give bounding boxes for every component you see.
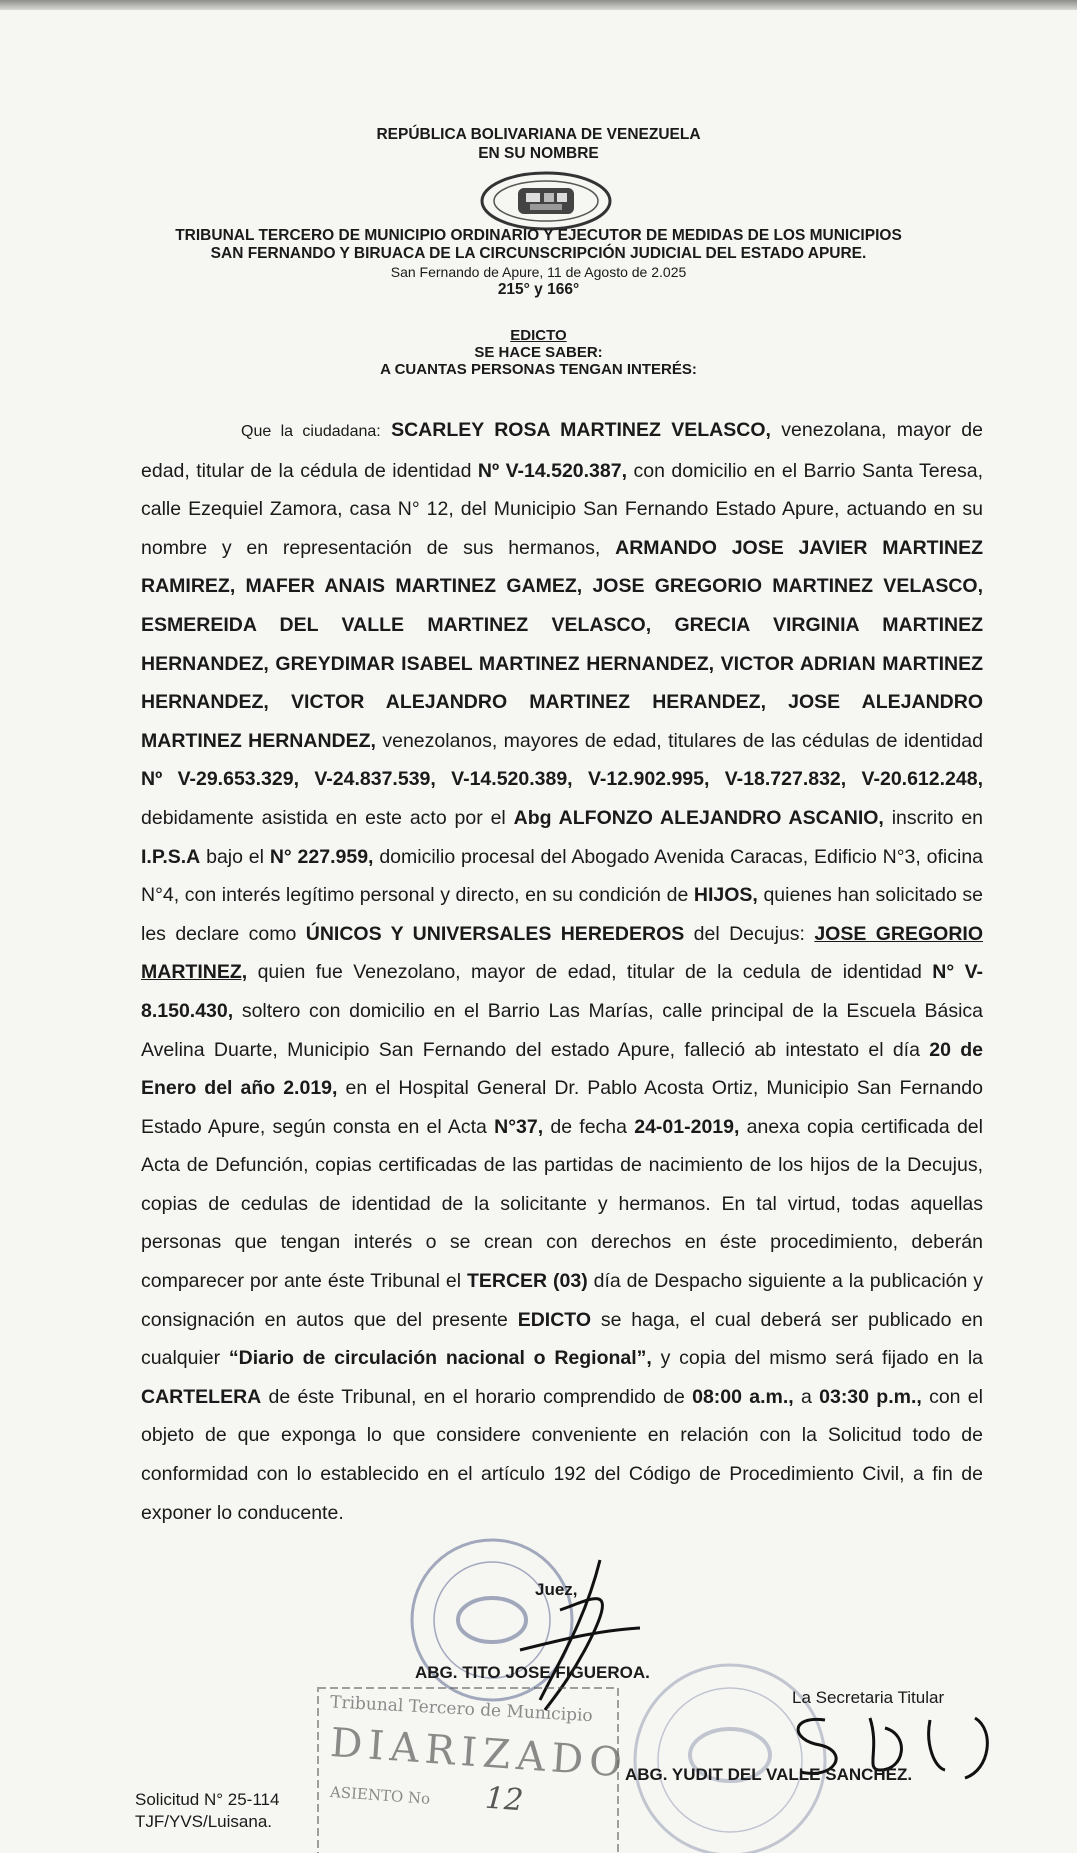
edicto-word: EDICTO [517,1308,592,1331]
request-number: Solicitud N° 25-114 [135,1790,280,1809]
stamp-court-line: Tribunal Tercero de Municipio [329,1692,594,1727]
in-its-name-heading: EN SU NOMBRE [478,145,599,162]
body-text: domicilio procesal del Abogado Avenida Caracas, Edificio N°3, oficina N°4, con interés legítimo personal y directo, en su condición de [141,845,984,907]
heirs-label: ÚNICOS Y UNIVERSALES HEREDEROS [305,922,685,945]
third-day: TERCER (03) [466,1270,588,1293]
body-text: se haga, el cual deberá ser publicado en cualquier [141,1308,984,1370]
court-line-1: TRIBUNAL TERCERO DE MUNICIPIO ORDINARIO Y EJECUTOR DE MEDIDAS DE LOS MUNICIPIOS [175,227,902,244]
edicto-line-3: A CUANTAS PERSONAS TENGAN INTERÉS: [380,361,697,378]
secretary-title: La Secretaria Titular [792,1688,945,1707]
death-date: 20 de Enero del año 2.019, [141,1038,983,1100]
body-text: debidamente asistida en este acto por el [141,806,506,829]
body-text: del Decujus: [693,922,805,945]
body-text: bajo el [206,845,264,868]
body-text: quienes han solicitado se les declare como [141,884,983,945]
edicto-body-text [141,411,983,1532]
edicto-heading [0,327,1077,378]
ipsa: I.P.S.A [141,845,201,868]
lawyer-name: Abg ALFONZO ALEJANDRO ASCANIO, [513,806,884,829]
body-text: Que la ciudadana: [241,423,381,440]
children-label: HIJOS, [693,884,758,907]
diarizado-stamp [328,1692,630,1819]
court-line-2: SAN FERNANDO Y BIRUACA DE LA CIRCUNSCRIPCIÓN JUDICIAL DEL ESTADO APURE. [210,245,867,262]
billboard: CARTELERA [141,1385,262,1408]
stamp-asiento-number: 12 [483,1780,525,1819]
stamp-diarizado-word: DIARIZADO [328,1719,630,1787]
republic-heading: REPÚBLICA BOLIVARIANA DE VENEZUELA [376,126,701,143]
body-text: en el Hospital General Dr. Pablo Acosta Ortiz, Municipio San Fernando Estado Apure, según consta en el Acta [141,1077,983,1138]
petitioner-id: Nº V-14.520.387, [477,459,628,482]
body-text: con domicilio en el Barrio Santa Teresa, calle Ezequiel Zamora, casa N° 12, del Municipio San Fernando Estado Apure, actuando en su nombre y en representación de sus hermanos, [141,459,983,559]
edicto-line-2: SE HACE SABER: [474,344,603,361]
place-date: San Fernando de Apure, 11 de Agosto de 2.025 [390,264,687,280]
court-heading [0,227,1077,299]
body-text: anexa copia certificada del Acta de Defunción, copias certificadas de las partidas de nacimiento de los hijos de la Decujus, copias de cedulas de identidad de la solicitante y hermanos. En tal virtud, todas aquellas personas que tengan interés o se crean con derechos en éste procedimiento, deberán comparecer por ante éste Tribunal el [141,1115,983,1293]
judge-title: Juez, [535,1580,578,1599]
body-text: a [800,1385,812,1408]
body-text: de fecha [550,1115,627,1138]
body-text: venezolana, mayor de edad, titular de la cédula de identidad [141,419,983,482]
body-text: día de Despacho siguiente a la publicación y consignación en autos que del presente [141,1270,984,1331]
body-text: inscrito en [891,806,984,829]
start-time: 08:00 a.m., [692,1385,794,1408]
body-text: de éste Tribunal, en el horario comprendido de [268,1385,685,1408]
coat-of-arms-seal-icon [478,170,614,232]
petitioner-name: SCARLEY ROSA MARTINEZ VELASCO, [391,419,771,441]
deceased-id: N° V-8.150.430, [141,961,984,1022]
siblings-names: ARMANDO JOSE JAVIER MARTINEZ RAMIREZ, MAFER ANAIS MARTINEZ GAMEZ, JOSE GREGORIO MARTINEZ VELASCO, ESMEREIDA DEL VALLE MARTINEZ VELASCO, GRECIA VIRGINIA MARTINEZ HERNANDEZ, GREYDIMAR ISABEL MARTINEZ HERNANDEZ, VICTOR ADRIAN MARTINEZ HERNANDEZ, VICTOR ALEJANDRO MARTINEZ HERANDEZ, JOSE ALEJANDRO MARTINEZ HERNANDEZ, [141,536,983,752]
body-text: y copia del mismo será fijado en la [660,1347,983,1370]
newspaper: “Diario de circulación nacional o Regional”, [228,1347,652,1370]
years: 215° y 166° [497,281,580,298]
stamp-asiento-label: ASIENTO No [329,1782,431,1808]
body-text: venezolanos, mayores de edad, titulares de las cédulas de identidad [382,729,983,752]
deceased-name: JOSE GREGORIO MARTINEZ, [141,922,984,984]
body-text: con el objeto de que exponga lo que considere conveniente en relación con la Solicitud todo de conformidad con lo establecido en el artículo 192 del Código de Procedimiento Civil, a fin de exponer lo conducente. [141,1385,983,1524]
act-number: N°37, [494,1115,544,1138]
secretary-name: ABG. YUDIT DEL VALLE SANCHEZ. [625,1765,913,1784]
act-date: 24-01-2019, [634,1115,740,1138]
body-text: quien fue Venezolano, mayor de edad, titular de la cedula de identidad [257,961,922,984]
initials: TJF/YVS/Luisana. [135,1812,273,1831]
reference-block [135,1789,279,1833]
scan-edge [0,0,1077,10]
ipsa-number: N° 227.959, [269,845,374,868]
siblings-ids: Nº V-29.653.329, V-24.837.539, V-14.520.389, V-12.902.995, V-18.727.832, V-20.612.248, [141,768,983,791]
document-header [0,125,1077,163]
body-text: soltero con domicilio en el Barrio Las Marías, calle principal de la Escuela Básica Avelina Duarte, Municipio San Fernando del estado Apure, falleció ab intestato el día [141,999,983,1061]
edicto-title: EDICTO [510,327,567,344]
end-time: 03:30 p.m., [819,1385,922,1408]
judge-name: ABG. TITO JOSE FIGUEROA. [415,1663,650,1682]
